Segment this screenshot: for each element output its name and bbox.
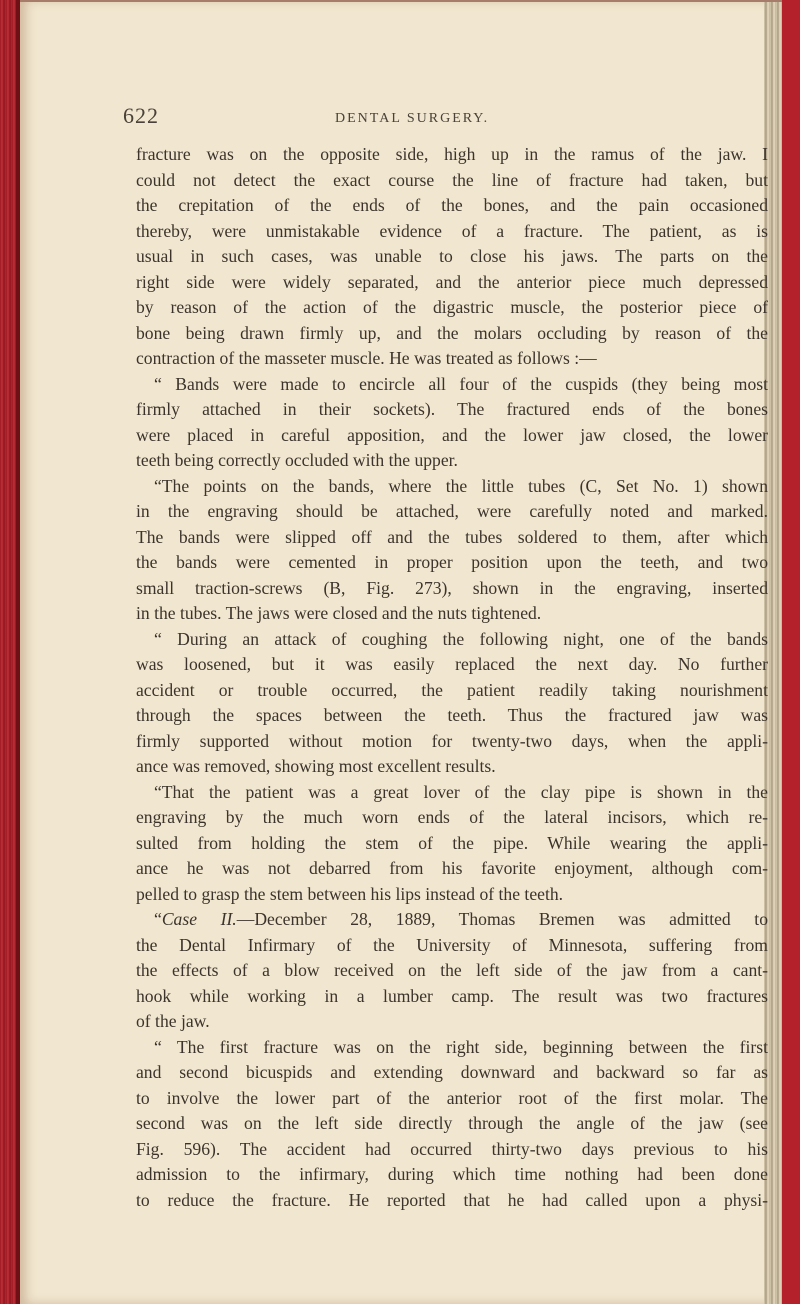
text-line: admission to the infirmary, during which time nothing had been done — [136, 1164, 768, 1184]
text-line: hook while working in a lumber camp. The result was two fractures — [136, 985, 768, 1006]
text-line: accident or trouble occurred, the patient readily taking nourishment — [136, 679, 768, 700]
text-line: was loosened, but it was easily replaced the next day. No further — [136, 654, 768, 674]
text-line: in the engraving should be attached, were carefully noted and marked. — [136, 501, 768, 521]
book-binding-spine — [0, 0, 16, 1304]
text-line: bone being drawn firmly up, and the molars occluding by reason of the — [136, 322, 768, 343]
text-line: right side were widely separated, and the anterior piece much depressed — [136, 271, 768, 292]
open-quote: “ — [154, 909, 162, 929]
text-line: to reduce the fracture. He reported that he had called upon a physi- — [136, 1189, 768, 1210]
text-line: The bands were slipped off and the tubes soldered to them, after which — [136, 526, 768, 547]
text-line: “ During an attack of coughing the following night, one of the bands — [154, 628, 768, 649]
text-line: “ The first fracture was on the right side, beginning between the first — [154, 1036, 768, 1057]
text-line: ance was removed, showing most excellent results. — [136, 756, 496, 776]
text-line: “That the patient was a great lover of the clay pipe is shown in the — [154, 781, 768, 802]
text-line: through the spaces between the teeth. Thus the fractured jaw was — [136, 705, 768, 725]
text-line: in the tubes. The jaws were closed and the nuts tightened. — [136, 603, 542, 623]
running-head: DENTAL SURGERY. — [335, 111, 490, 126]
case-label: Case II. — [161, 909, 237, 929]
text-line: engraving by the much worn ends of the lateral incisors, which re- — [136, 807, 768, 827]
text-line: Fig. 596). The accident had occurred thirty-two days previous to his — [136, 1138, 768, 1159]
text-line: usual in such cases, was unable to close his jaws. The parts on the — [136, 246, 768, 266]
text-line: firmly attached in their sockets). The fractured ends of the bones — [136, 399, 768, 419]
text-line: by reason of the action of the digastric muscle, the posterior piece of — [136, 297, 768, 317]
text-span: —December 28, 1889, Thomas Bremen was admitted to — [236, 909, 768, 929]
text-line: of the jaw. — [136, 1011, 210, 1031]
text-line — [136, 907, 768, 933]
paragraph — [136, 372, 768, 474]
text-line: the Dental Infirmary of the University of Minnesota, suffering from — [136, 934, 768, 955]
text-line: thereby, were unmistakable evidence of a fracture. The patient, as is — [136, 220, 768, 241]
text-line: sulted from holding the stem of the pipe. While wearing the appli- — [136, 832, 768, 853]
text-line: the bands were cemented in proper position upon the teeth, and two — [136, 552, 768, 572]
paragraph — [136, 474, 768, 627]
page-top-edge — [20, 0, 782, 2]
paragraph — [136, 142, 768, 372]
text-line: second was on the left side directly through the angle of the jaw (see — [136, 1113, 768, 1133]
text-line: teeth being correctly occluded with the upper. — [136, 450, 458, 470]
page-number: 622 — [123, 103, 159, 128]
paragraph — [136, 1035, 768, 1214]
text-line: were placed in careful apposition, and the lower jaw closed, the lower — [136, 424, 768, 445]
text-line: to involve the lower part of the anterior root of the first molar. The — [136, 1087, 768, 1108]
text-line: ance he was not debarred from his favorite enjoyment, although com- — [136, 858, 768, 878]
text-line: “The points on the bands, where the little tubes (C, Set No. 1) shown — [154, 475, 768, 496]
page-header — [0, 103, 800, 133]
text-line: could not detect the exact course the line of fracture had taken, but — [136, 169, 768, 190]
paragraph — [136, 907, 768, 1035]
text-line: contraction of the masseter muscle. He was treated as follows :— — [136, 348, 597, 368]
text-line: the crepitation of the ends of the bones, and the pain occasioned — [136, 195, 768, 215]
text-line: the effects of a blow received on the left side of the jaw from a cant- — [136, 960, 768, 980]
paragraph — [136, 780, 768, 908]
text-line: and second bicuspids and extending downward and backward so far as — [136, 1062, 768, 1082]
text-line: firmly supported without motion for twenty-two days, when the appli- — [136, 730, 768, 751]
paragraph — [136, 627, 768, 780]
text-line: small traction-screws (B, Fig. 273), shown in the engraving, inserted — [136, 577, 768, 598]
body-text — [136, 142, 768, 1213]
text-line: fracture was on the opposite side, high up in the ramus of the jaw. I — [136, 144, 768, 164]
text-line: pelled to grasp the stem between his lips instead of the teeth. — [136, 883, 564, 904]
text-line: “ Bands were made to encircle all four of the cuspids (they being most — [154, 373, 768, 394]
